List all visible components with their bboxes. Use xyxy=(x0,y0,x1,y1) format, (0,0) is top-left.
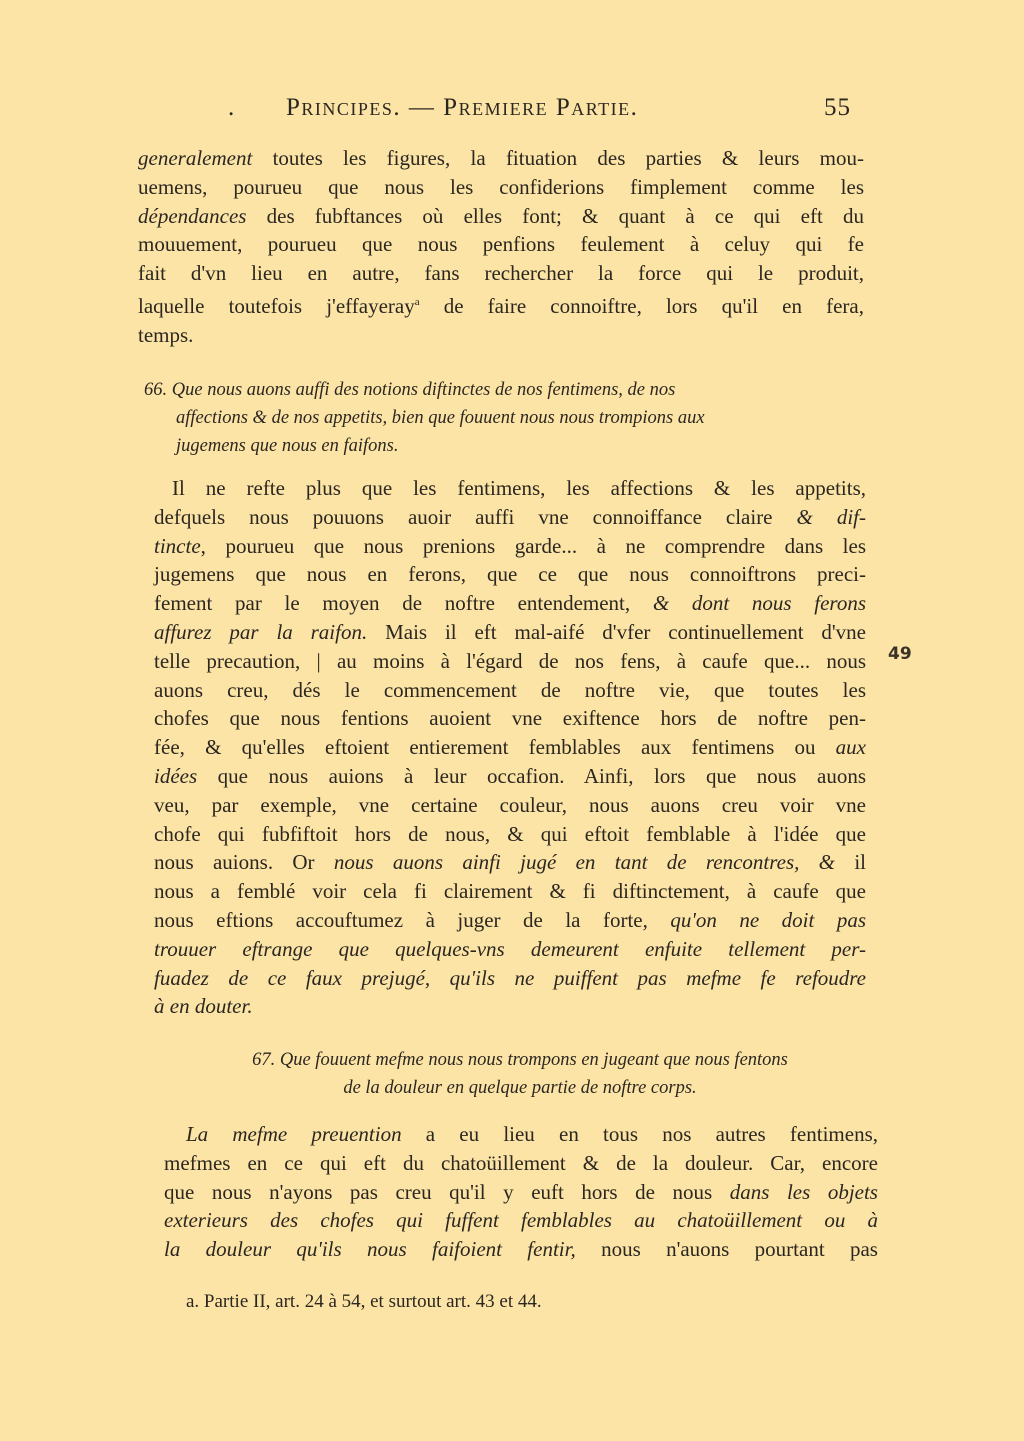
article-66-heading-line-1: 66. Que nous auons auffi des notions diftinctes de nos fentimens, de nos xyxy=(144,380,676,400)
paragraph-1-line-3: dépendances des fubftances où elles font; & quant à ce qui eft du xyxy=(138,203,864,228)
paragraph-2-line-2: defquels nous pouuons auoir auffi vne connoiffance claire & dif- xyxy=(154,504,866,529)
footnote-marker: a xyxy=(414,295,420,308)
article-67-heading-line-1: 67. Que fouuent mefme nous nous trompons en jugeant que nous fentons xyxy=(252,1050,788,1070)
article-67-heading-line-2: de la douleur en quelque partie de noftre corps. xyxy=(343,1078,697,1098)
running-head xyxy=(228,94,868,130)
paragraph-2-line-3: tincte, pourueu que nous prenions garde... à ne comprendre dans les xyxy=(154,533,866,558)
paragraph-2-line-18: fuadez de ce faux prejugé, qu'ils ne puiffent pas mefme fe refoudre xyxy=(154,965,866,990)
paragraph-2 xyxy=(154,474,866,1021)
paragraph-2-line-5: fement par le moyen de noftre entendement, & dont nous ferons xyxy=(154,591,866,616)
margin-page-reference: 49 xyxy=(888,644,912,664)
running-head-title: Principes. — Premiere Partie. xyxy=(286,94,639,121)
paragraph-2-line-4: jugemens que nous en ferons, que ce que nous connoiftrons preci- xyxy=(154,562,866,587)
paragraph-3-line-2: mefmes en ce qui eft du chatoüillement & de la douleur. Car, encore xyxy=(164,1150,878,1175)
page-number: 55 xyxy=(824,94,851,121)
paragraph-2-line-17: trouuer eftrange que quelques-vns demeurent enfuite tellement per- xyxy=(154,936,866,961)
article-66-heading xyxy=(144,376,860,460)
paragraph-3-line-5: la douleur qu'ils nous faifoient fentir, nous n'auons pourtant pas xyxy=(164,1237,878,1262)
paragraph-3 xyxy=(164,1120,878,1264)
paragraph-2-line-1: Il ne refte plus que les fentimens, les affections & les appetits, xyxy=(172,476,866,500)
paragraph-1 xyxy=(138,144,864,350)
article-66-heading-line-3: jugemens que nous en faifons. xyxy=(176,436,399,456)
paragraph-2-line-11: idées que nous auions à leur occafion. Ainfi, lors que nous auons xyxy=(154,763,866,788)
paragraph-1-line-4: mouuement, pourueu que nous penfions feulement à celuy qui fe xyxy=(138,232,864,257)
article-67-heading xyxy=(170,1046,870,1102)
paragraph-3-line-4: exterieurs des chofes qui fuffent femblables au chatoüillement ou à xyxy=(164,1208,878,1233)
paragraph-2-line-7: telle precaution, | au moins à l'égard de nos fens, à caufe que... nous xyxy=(154,648,866,673)
footnote: a. Partie II, art. 24 à 54, et surtout art. 43 et 44. xyxy=(186,1291,542,1312)
paragraph-2-line-12: veu, par exemple, vne certaine couleur, nous auons creu voir vne xyxy=(154,792,866,817)
paragraph-2-line-10: fée, & qu'elles eftoient entierement femblables aux fentimens ou aux xyxy=(154,735,866,760)
paragraph-1-line-2: uemens, pourueu que nous les confiderions fimplement comme les xyxy=(138,174,864,199)
article-66-heading-line-2: affections & de nos appetits, bien que fouuent nous nous trompions aux xyxy=(176,408,705,428)
paragraph-2-line-19: à en douter. xyxy=(154,994,253,1019)
paragraph-2-line-8: auons creu, dés le commencement de noftre vie, que toutes les xyxy=(154,677,866,702)
paragraph-2-line-16: nous eftions accouftumez à juger de la forte, qu'on ne doit pas xyxy=(154,907,867,932)
paragraph-2-line-13: chofe qui fubfiftoit hors de nous, & qui eftoit femblable à l'idée que xyxy=(154,821,866,846)
paragraph-2-line-6: affurez par la raifon. Mais il eft mal-aifé d'vfer continuellement d'vne xyxy=(154,619,866,644)
paragraph-1-line-7: temps. xyxy=(138,322,194,347)
paragraph-3-line-3: que nous n'ayons pas creu qu'il y euft hors de nous dans les objets xyxy=(164,1179,878,1204)
paragraph-3-line-1: La mefme preuention a eu lieu en tous nos autres fentimens, xyxy=(186,1122,878,1146)
paragraph-1-line-6: laquelle toutefois j'effayeray$^a$ de faire connoiftre, lors qu'il en fera, xyxy=(138,293,864,318)
running-head-dot: . xyxy=(228,94,236,121)
paragraph-2-line-15: nous a femblé voir cela fi clairement & fi diftinctement, à caufe que xyxy=(154,879,866,904)
paragraph-1-line-5: fait d'vn lieu en autre, fans rechercher la force qui le produit, xyxy=(138,261,864,286)
paragraph-2-line-9: chofes que nous fentions auoient vne exiftence hors de noftre pen- xyxy=(154,706,866,731)
paragraph-2-line-14: nous auions. Or nous auons ainfi jugé en tant de rencontres, & il xyxy=(154,850,866,875)
paragraph-1-line-1: generalement toutes les figures, la fituation des parties & leurs mou- xyxy=(138,146,864,170)
